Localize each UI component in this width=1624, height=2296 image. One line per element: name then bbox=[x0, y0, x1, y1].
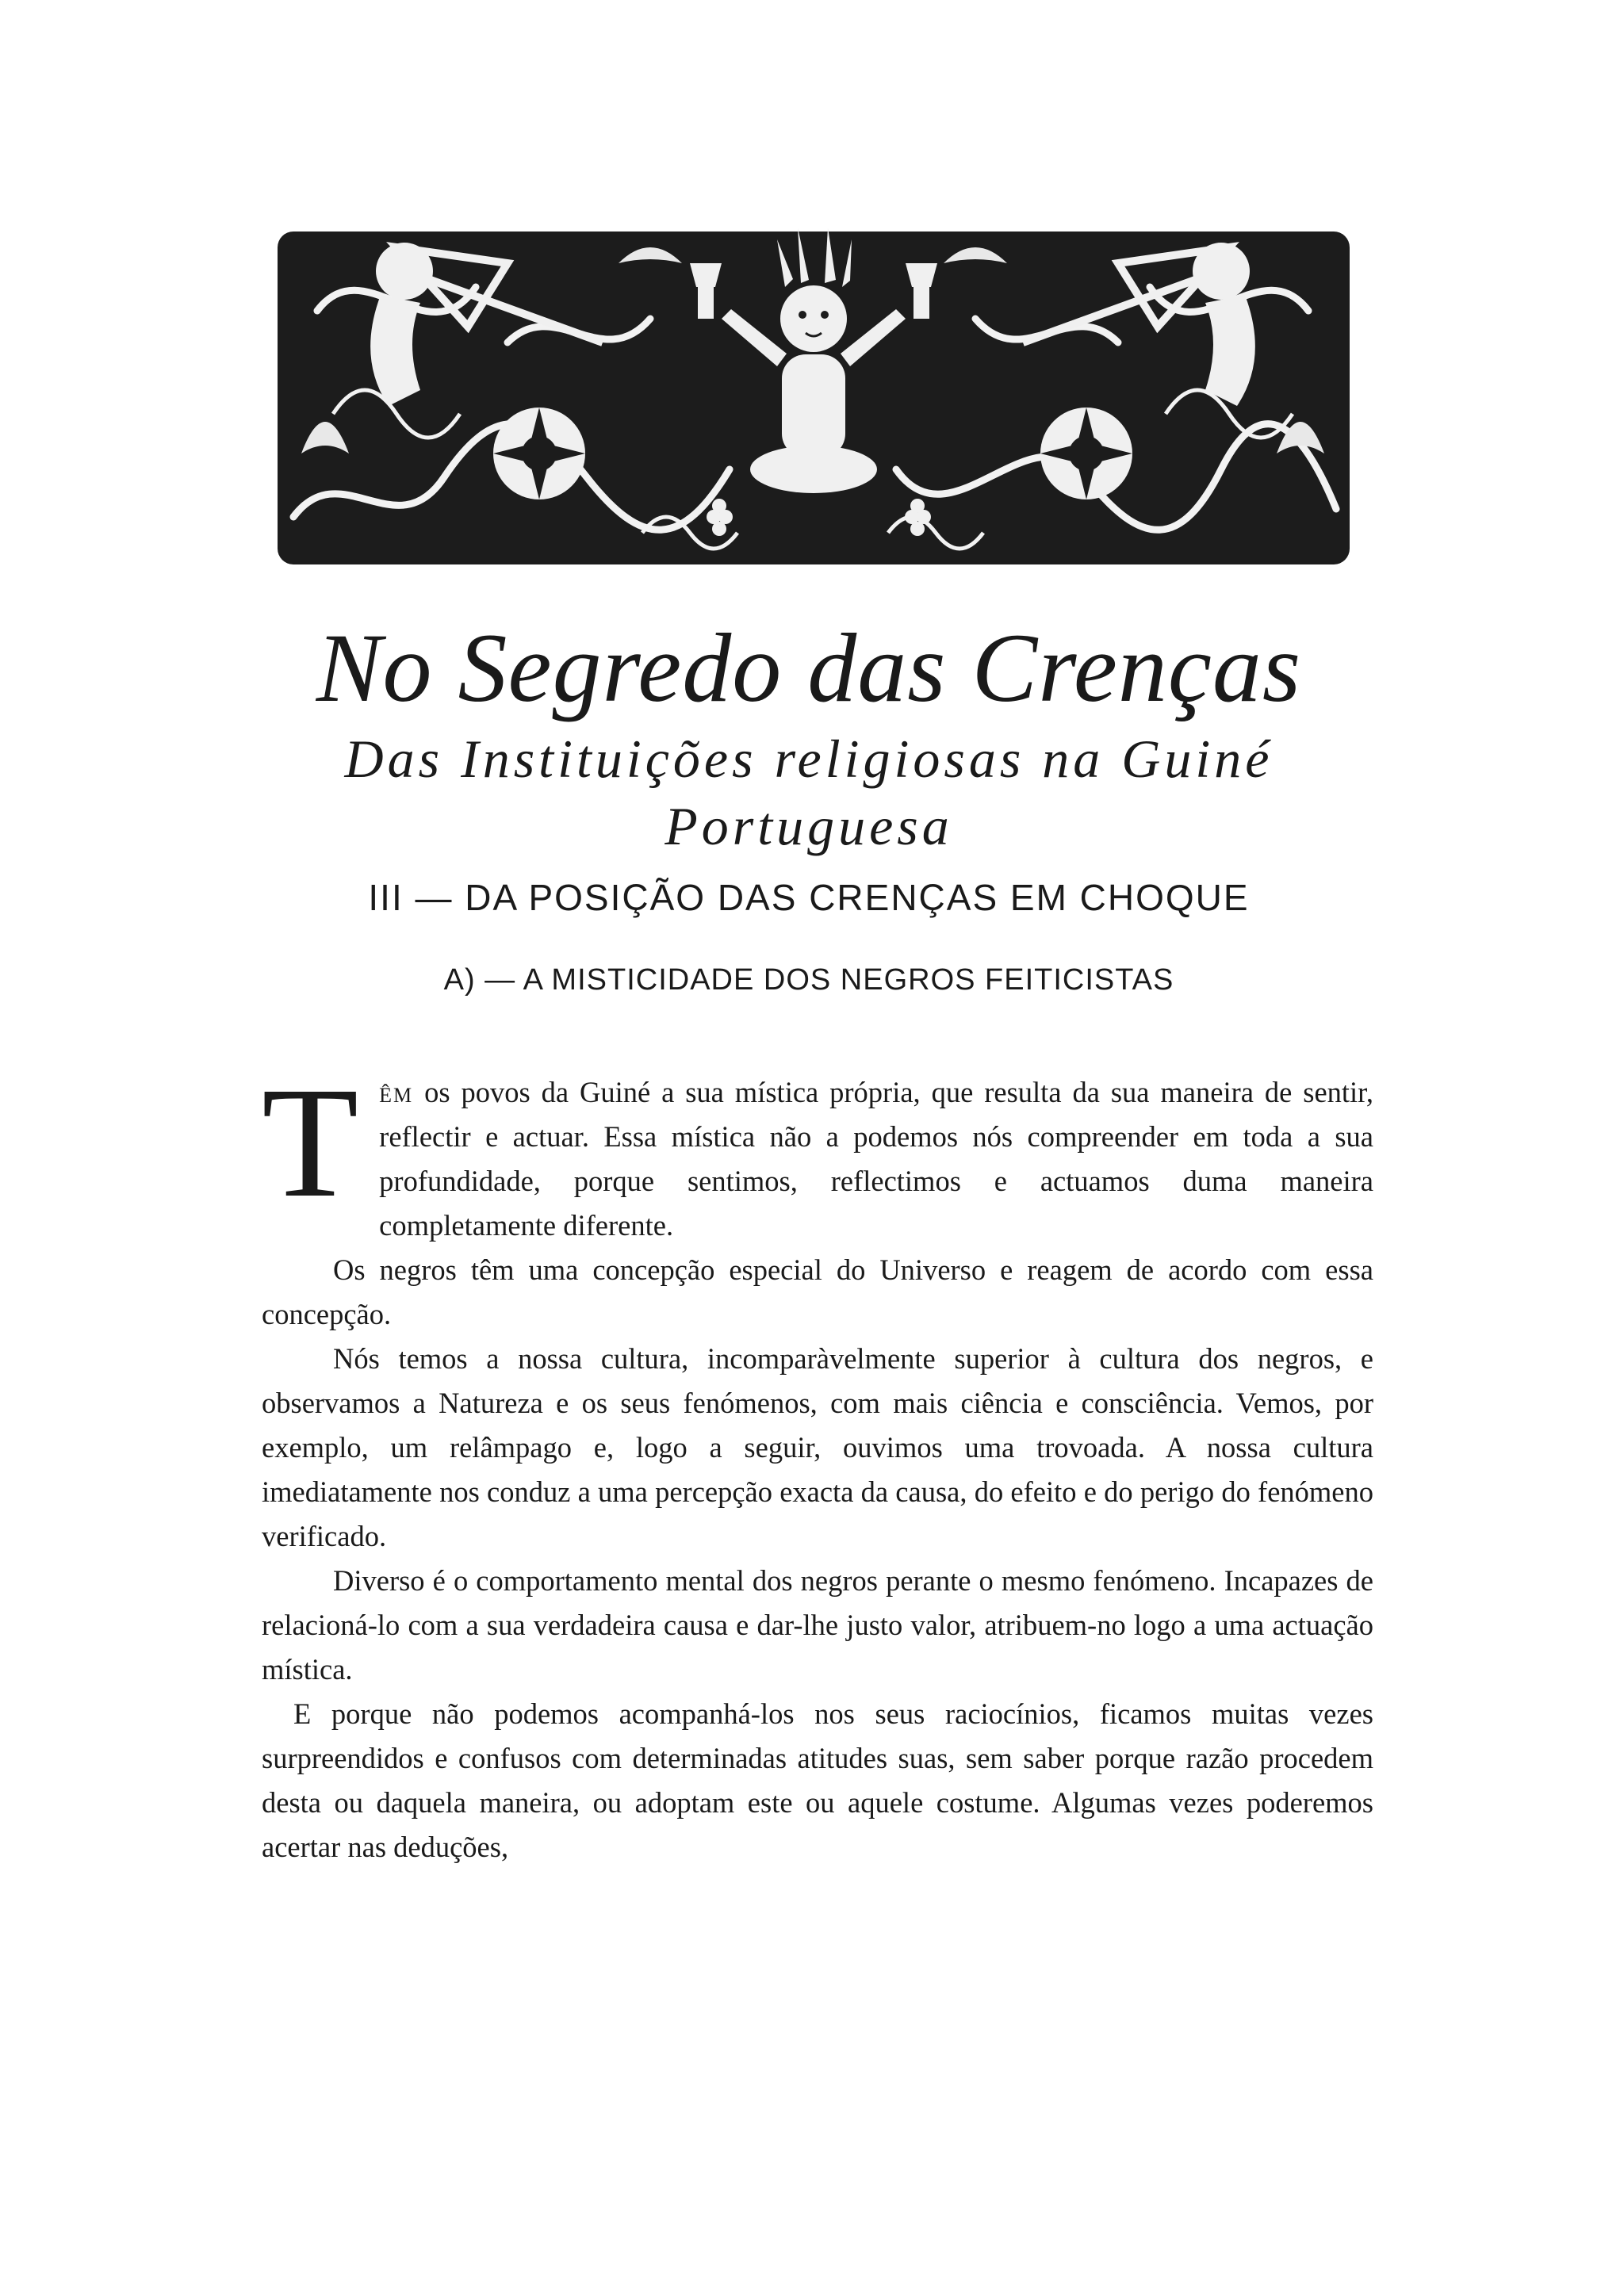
drop-cap: T bbox=[262, 1055, 359, 1230]
paragraph-text: os povos da Guiné a sua mística própria, que resulta da sua maneira de sentir, reflectir e actuar. Essa mística não a podemos nós compreender em toda a sua profundidade, porque sentimos, reflectimos e actuamos duma maneira completamente diferente. bbox=[379, 1076, 1373, 1242]
page-title: No Segredo das Crenças bbox=[316, 614, 1302, 722]
woodcut-ornament-banner-icon bbox=[270, 216, 1358, 580]
paragraph bbox=[262, 1055, 1373, 1248]
subsection-heading: A) — A MISTICIDADE DOS NEGROS FEITICISTAS bbox=[443, 963, 1174, 997]
paragraph: Os negros têm uma concepção especial do Universo e reagem de acordo com essa concepção. bbox=[262, 1253, 1373, 1330]
article-body bbox=[262, 1055, 1373, 1869]
first-word-rest: êm bbox=[379, 1076, 414, 1108]
paragraph: Nós temos a nossa cultura, incomparàvelmente superior à cultura dos negros, e observamos a Natureza e os seus fenómenos, com mais ciência e consciência. Vemos, por exemplo, um relâmpago e, logo a seguir, ouvimos uma trovoada. A nossa cultura imediatamente nos conduz a uma percepção exacta da causa, do efeito e do perigo do fenómeno verificado. bbox=[262, 1342, 1373, 1552]
paragraph: Diverso é o comportamento mental dos negros perante o mesmo fenómeno. Incapazes de relacioná-lo com a sua verdadeira causa e dar-lhe justo valor, atribuem-no logo a uma actuação mística. bbox=[262, 1564, 1373, 1686]
page-subtitle: Das Instituições religiosas na Guiné Portuguesa bbox=[344, 729, 1274, 856]
paragraph: E porque não podemos acompanhá-los nos seus raciocínios, ficamos muitas vezes surpreendidos e confusos com determinadas atitudes suas, sem saber porque razão procedem desta ou daquela maneira, ou adoptam este ou aquele costume. Algumas vezes poderemos acertar nas deduções, bbox=[262, 1697, 1373, 1863]
section-heading: III — DA POSIÇÃO DAS CRENÇAS EM CHOQUE bbox=[368, 877, 1250, 918]
